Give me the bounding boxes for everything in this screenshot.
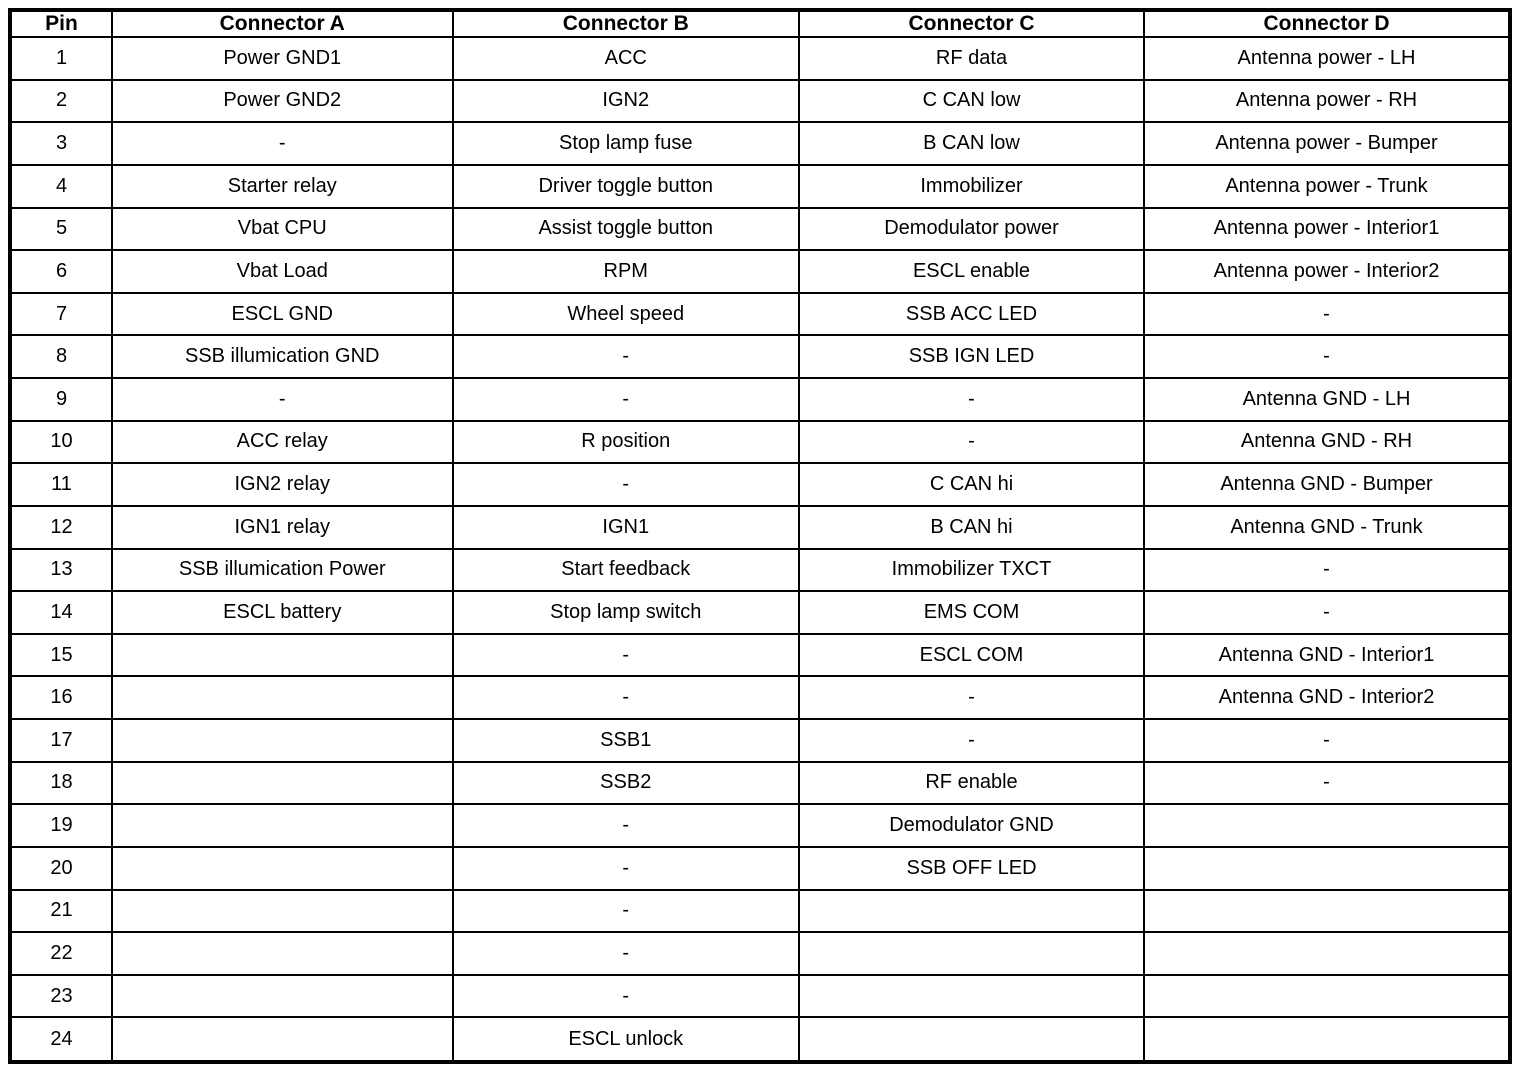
table-row <box>10 975 1510 1018</box>
connector-c-cell <box>799 890 1144 933</box>
connector-c-cell: RF enable <box>799 762 1144 805</box>
connector-b-cell: - <box>453 335 800 378</box>
table-row <box>10 37 1510 80</box>
table-row <box>10 932 1510 975</box>
connector-d-cell: Antenna power - Interior1 <box>1144 208 1510 251</box>
connector-d-cell: - <box>1144 549 1510 592</box>
connector-b-cell: - <box>453 847 800 890</box>
pin-number-cell: 17 <box>10 719 112 762</box>
connector-c-cell: - <box>799 676 1144 719</box>
table-row <box>10 80 1510 123</box>
connector-a-cell: Vbat CPU <box>112 208 453 251</box>
pin-number-cell: 1 <box>10 37 112 80</box>
connector-c-cell: Demodulator power <box>799 208 1144 251</box>
connector-d-cell: Antenna GND - Trunk <box>1144 506 1510 549</box>
connector-d-cell <box>1144 975 1510 1018</box>
connector-c-cell: Immobilizer TXCT <box>799 549 1144 592</box>
connector-a-cell: IGN1 relay <box>112 506 453 549</box>
connector-c-cell: Immobilizer <box>799 165 1144 208</box>
connector-b-cell: - <box>453 378 800 421</box>
connector-a-cell: Starter relay <box>112 165 453 208</box>
connector-b-cell: IGN1 <box>453 506 800 549</box>
connector-d-cell: - <box>1144 762 1510 805</box>
table-row <box>10 762 1510 805</box>
pin-number-cell: 6 <box>10 250 112 293</box>
connector-c-cell: SSB IGN LED <box>799 335 1144 378</box>
connector-a-cell <box>112 719 453 762</box>
pin-number-cell: 9 <box>10 378 112 421</box>
connector-b-cell: - <box>453 890 800 933</box>
connector-b-cell: SSB2 <box>453 762 800 805</box>
table-row <box>10 165 1510 208</box>
connector-b-cell: Driver toggle button <box>453 165 800 208</box>
connector-a-cell: Power GND1 <box>112 37 453 80</box>
table-row <box>10 890 1510 933</box>
connector-d-cell: Antenna GND - LH <box>1144 378 1510 421</box>
connector-a-cell <box>112 676 453 719</box>
connector-d-cell: Antenna power - Bumper <box>1144 122 1510 165</box>
connector-b-cell: SSB1 <box>453 719 800 762</box>
connector-d-cell: Antenna GND - Interior1 <box>1144 634 1510 677</box>
connector-a-cell <box>112 804 453 847</box>
connector-c-cell: ESCL COM <box>799 634 1144 677</box>
connector-c-cell: SSB OFF LED <box>799 847 1144 890</box>
pin-number-cell: 20 <box>10 847 112 890</box>
header-connector-a: Connector A <box>112 10 453 37</box>
connector-d-cell: - <box>1144 335 1510 378</box>
connector-d-cell: - <box>1144 719 1510 762</box>
pin-number-cell: 15 <box>10 634 112 677</box>
table-row <box>10 1017 1510 1062</box>
connector-a-cell: ESCL battery <box>112 591 453 634</box>
connector-b-cell: - <box>453 975 800 1018</box>
table-row <box>10 591 1510 634</box>
connector-a-cell <box>112 1017 453 1062</box>
connector-c-cell <box>799 1017 1144 1062</box>
connector-d-cell: Antenna GND - Bumper <box>1144 463 1510 506</box>
pin-number-cell: 8 <box>10 335 112 378</box>
pin-number-cell: 16 <box>10 676 112 719</box>
connector-b-cell: Start feedback <box>453 549 800 592</box>
connector-a-cell: SSB illumication Power <box>112 549 453 592</box>
table-row <box>10 421 1510 464</box>
connector-b-cell: Wheel speed <box>453 293 800 336</box>
pin-number-cell: 23 <box>10 975 112 1018</box>
connector-c-cell: C CAN low <box>799 80 1144 123</box>
table-row <box>10 676 1510 719</box>
table-row <box>10 122 1510 165</box>
connector-c-cell <box>799 975 1144 1018</box>
connector-b-cell: IGN2 <box>453 80 800 123</box>
pin-number-cell: 13 <box>10 549 112 592</box>
connector-a-cell <box>112 847 453 890</box>
connector-c-cell: RF data <box>799 37 1144 80</box>
connector-b-cell: - <box>453 804 800 847</box>
connector-c-cell: - <box>799 421 1144 464</box>
pin-number-cell: 21 <box>10 890 112 933</box>
pin-number-cell: 14 <box>10 591 112 634</box>
connector-b-cell: ACC <box>453 37 800 80</box>
connector-a-cell <box>112 932 453 975</box>
connector-c-cell <box>799 932 1144 975</box>
connector-d-cell: - <box>1144 293 1510 336</box>
connector-b-cell: R position <box>453 421 800 464</box>
pin-number-cell: 10 <box>10 421 112 464</box>
connector-b-cell: - <box>453 634 800 677</box>
pin-number-cell: 19 <box>10 804 112 847</box>
connector-d-cell: Antenna power - RH <box>1144 80 1510 123</box>
connector-d-cell <box>1144 932 1510 975</box>
connector-c-cell: ESCL enable <box>799 250 1144 293</box>
connector-b-cell: - <box>453 932 800 975</box>
connector-a-cell: ESCL GND <box>112 293 453 336</box>
pin-number-cell: 12 <box>10 506 112 549</box>
connector-d-cell: Antenna GND - RH <box>1144 421 1510 464</box>
pin-number-cell: 4 <box>10 165 112 208</box>
pin-number-cell: 2 <box>10 80 112 123</box>
connector-d-cell: - <box>1144 591 1510 634</box>
connector-c-cell: B CAN hi <box>799 506 1144 549</box>
table-row <box>10 208 1510 251</box>
connector-d-cell: Antenna power - Trunk <box>1144 165 1510 208</box>
connector-d-cell <box>1144 804 1510 847</box>
connector-a-cell <box>112 762 453 805</box>
header-connector-b: Connector B <box>453 10 800 37</box>
connector-a-cell <box>112 975 453 1018</box>
header-row <box>10 10 1510 37</box>
table-row <box>10 506 1510 549</box>
connector-b-cell: Stop lamp switch <box>453 591 800 634</box>
connector-a-cell <box>112 890 453 933</box>
connector-d-cell <box>1144 890 1510 933</box>
header-connector-d: Connector D <box>1144 10 1510 37</box>
connector-c-cell: C CAN hi <box>799 463 1144 506</box>
connector-a-cell: Power GND2 <box>112 80 453 123</box>
table-row <box>10 293 1510 336</box>
connector-c-cell: EMS COM <box>799 591 1144 634</box>
header-connector-c: Connector C <box>799 10 1144 37</box>
connector-a-cell <box>112 634 453 677</box>
connector-a-cell: - <box>112 378 453 421</box>
connector-a-cell: - <box>112 122 453 165</box>
connector-b-cell: ESCL unlock <box>453 1017 800 1062</box>
table-row <box>10 634 1510 677</box>
pin-number-cell: 7 <box>10 293 112 336</box>
connector-d-cell: Antenna power - LH <box>1144 37 1510 80</box>
connector-b-cell: RPM <box>453 250 800 293</box>
connector-pinout-table <box>8 8 1512 1064</box>
pin-number-cell: 5 <box>10 208 112 251</box>
connector-c-cell: B CAN low <box>799 122 1144 165</box>
connector-b-cell: Stop lamp fuse <box>453 122 800 165</box>
header-pin: Pin <box>10 10 112 37</box>
table-row <box>10 847 1510 890</box>
connector-c-cell: - <box>799 719 1144 762</box>
pin-number-cell: 3 <box>10 122 112 165</box>
connector-c-cell: SSB ACC LED <box>799 293 1144 336</box>
connector-b-cell: - <box>453 463 800 506</box>
connector-d-cell <box>1144 847 1510 890</box>
connector-c-cell: Demodulator GND <box>799 804 1144 847</box>
connector-a-cell: SSB illumication GND <box>112 335 453 378</box>
pin-number-cell: 11 <box>10 463 112 506</box>
table-row <box>10 378 1510 421</box>
connector-c-cell: - <box>799 378 1144 421</box>
table-row <box>10 250 1510 293</box>
connector-a-cell: IGN2 relay <box>112 463 453 506</box>
connector-a-cell: Vbat Load <box>112 250 453 293</box>
table-row <box>10 549 1510 592</box>
pin-number-cell: 22 <box>10 932 112 975</box>
pin-number-cell: 24 <box>10 1017 112 1062</box>
connector-d-cell <box>1144 1017 1510 1062</box>
table-row <box>10 335 1510 378</box>
table-row <box>10 804 1510 847</box>
pin-number-cell: 18 <box>10 762 112 805</box>
table-row <box>10 719 1510 762</box>
connector-a-cell: ACC relay <box>112 421 453 464</box>
connector-d-cell: Antenna power - Interior2 <box>1144 250 1510 293</box>
connector-d-cell: Antenna GND - Interior2 <box>1144 676 1510 719</box>
connector-b-cell: - <box>453 676 800 719</box>
connector-b-cell: Assist toggle button <box>453 208 800 251</box>
table-row <box>10 463 1510 506</box>
